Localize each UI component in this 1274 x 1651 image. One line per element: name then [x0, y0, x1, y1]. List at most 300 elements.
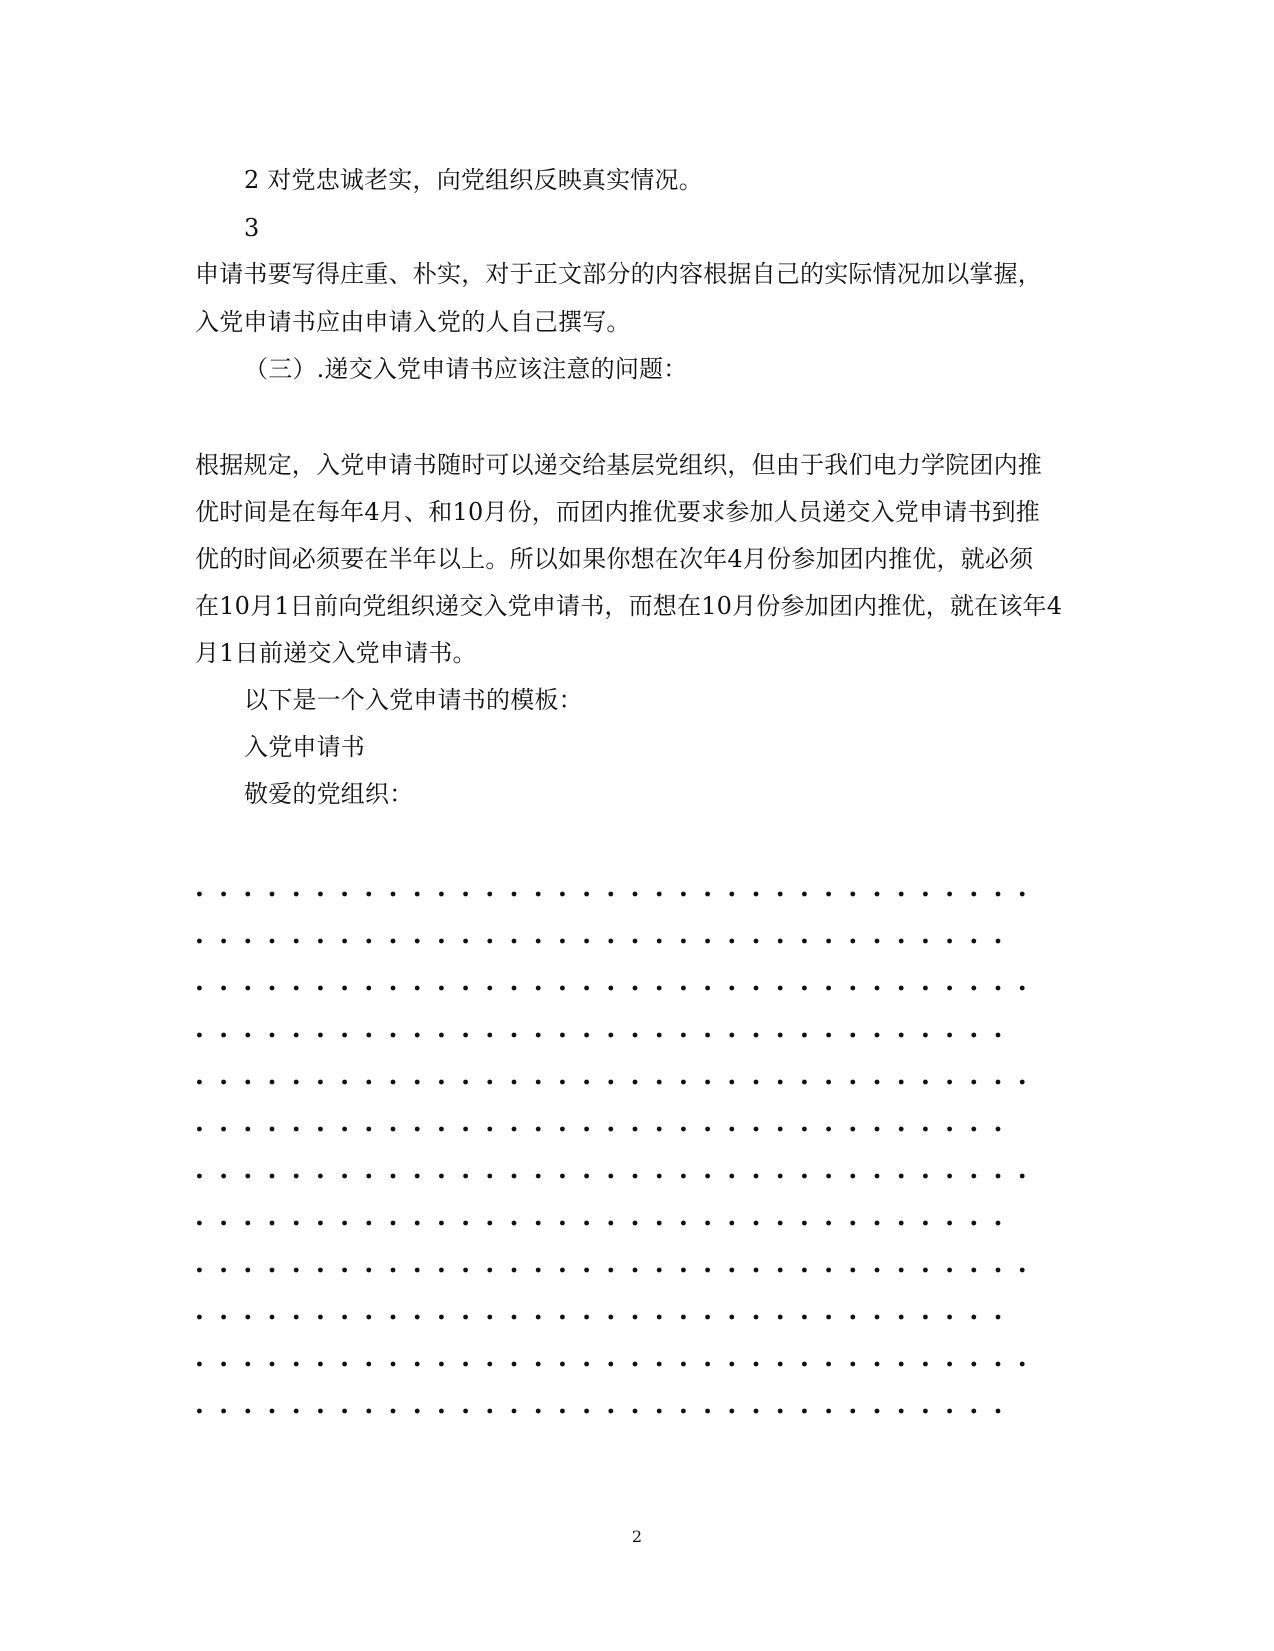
dot-row-svg	[196, 1121, 1002, 1137]
placeholder-dot	[221, 1174, 226, 1179]
placeholder-dot	[391, 1315, 396, 1320]
placeholder-dot	[633, 1315, 638, 1320]
placeholder-dot	[826, 986, 831, 991]
paragraph-rules-line-2: 优时间是在每年4月、和10月份，而团内推优要求参加人员递交入党申请书到推	[195, 498, 1041, 526]
placeholder-dot	[947, 1315, 952, 1320]
placeholder-dot	[584, 1221, 589, 1226]
paragraph-item-number: 3	[244, 214, 260, 242]
placeholder-dot	[778, 1221, 783, 1226]
placeholder-dot	[463, 1174, 468, 1179]
placeholder-dot	[366, 1268, 371, 1273]
placeholder-dot	[270, 1409, 275, 1414]
placeholder-dot	[439, 892, 444, 897]
placeholder-dot	[778, 1174, 783, 1179]
placeholder-dot	[971, 1362, 976, 1367]
placeholder-dot	[608, 892, 613, 897]
placeholder-dot	[512, 1080, 517, 1085]
placeholder-dot	[850, 1362, 855, 1367]
placeholder-dot	[826, 1127, 831, 1132]
placeholder-dot	[657, 1315, 662, 1320]
placeholder-dot	[850, 1127, 855, 1132]
placeholder-dot	[342, 939, 347, 944]
placeholder-dot	[487, 939, 492, 944]
dot-row-svg	[196, 1356, 1026, 1372]
placeholder-dot	[463, 1221, 468, 1226]
placeholder-dot	[366, 1315, 371, 1320]
dot-row-svg	[196, 980, 1026, 996]
placeholder-dot	[899, 1268, 904, 1273]
placeholder-dot	[560, 939, 565, 944]
placeholder-dot	[608, 986, 613, 991]
paragraph-rules-line-3: 优的时间必须要在半年以上。所以如果你想在次年4月份参加团内推优，就必须	[195, 545, 1034, 573]
salutation: 敬爱的党组织：	[244, 780, 414, 808]
placeholder-dot	[439, 1033, 444, 1038]
placeholder-dot	[487, 1174, 492, 1179]
placeholder-dot	[439, 1362, 444, 1367]
dot-row-9	[196, 1262, 1026, 1278]
placeholder-dot	[971, 1127, 976, 1132]
placeholder-dot	[318, 1080, 323, 1085]
placeholder-dot	[923, 1033, 928, 1038]
dot-row-svg	[196, 1074, 1026, 1090]
placeholder-dot	[391, 1268, 396, 1273]
placeholder-dot	[560, 1268, 565, 1273]
placeholder-dot	[826, 1268, 831, 1273]
placeholder-dot	[657, 1409, 662, 1414]
placeholder-dot	[729, 1268, 734, 1273]
placeholder-dot	[923, 1080, 928, 1085]
placeholder-dot	[705, 986, 710, 991]
placeholder-dot	[754, 1362, 759, 1367]
placeholder-dot	[754, 1174, 759, 1179]
placeholder-dot	[391, 1033, 396, 1038]
placeholder-dot	[415, 1080, 420, 1085]
placeholder-dot	[681, 1362, 686, 1367]
placeholder-dot	[778, 986, 783, 991]
placeholder-dot	[850, 1080, 855, 1085]
dot-row-1	[196, 886, 1026, 902]
placeholder-dot	[971, 892, 976, 897]
dot-row-svg	[196, 1309, 1002, 1325]
placeholder-dot	[294, 1174, 299, 1179]
placeholder-dot	[1020, 1362, 1025, 1367]
placeholder-dot	[923, 892, 928, 897]
placeholder-dot	[826, 1221, 831, 1226]
placeholder-dot	[778, 1409, 783, 1414]
placeholder-dot	[899, 1080, 904, 1085]
placeholder-dot	[415, 1315, 420, 1320]
placeholder-dot	[439, 1127, 444, 1132]
placeholder-dot	[270, 1315, 275, 1320]
placeholder-dot	[221, 939, 226, 944]
placeholder-dot	[899, 1362, 904, 1367]
placeholder-dot	[536, 1315, 541, 1320]
placeholder-dot	[681, 892, 686, 897]
placeholder-dot	[850, 1315, 855, 1320]
placeholder-dot	[778, 1268, 783, 1273]
placeholder-dot	[971, 986, 976, 991]
placeholder-dot	[560, 1080, 565, 1085]
placeholder-dot	[318, 892, 323, 897]
placeholder-dot	[1020, 986, 1025, 991]
placeholder-dot	[245, 1362, 250, 1367]
placeholder-dot	[487, 1080, 492, 1085]
placeholder-dot	[729, 1127, 734, 1132]
placeholder-dot	[729, 1080, 734, 1085]
placeholder-dot	[802, 939, 807, 944]
placeholder-dot	[802, 1409, 807, 1414]
placeholder-dot	[463, 986, 468, 991]
placeholder-dot	[318, 1409, 323, 1414]
placeholder-dot	[1020, 1268, 1025, 1273]
placeholder-dot	[245, 1315, 250, 1320]
placeholder-dot	[560, 1221, 565, 1226]
placeholder-dot	[584, 1033, 589, 1038]
placeholder-dot	[633, 1268, 638, 1273]
placeholder-dot	[778, 1315, 783, 1320]
placeholder-dot	[971, 1174, 976, 1179]
placeholder-dot	[754, 1409, 759, 1414]
placeholder-dot	[923, 986, 928, 991]
placeholder-dot	[391, 892, 396, 897]
placeholder-dot	[971, 1409, 976, 1414]
placeholder-dot	[584, 1409, 589, 1414]
placeholder-dot	[270, 986, 275, 991]
placeholder-dot	[899, 1315, 904, 1320]
placeholder-dot	[778, 1362, 783, 1367]
dot-row-8	[196, 1215, 1002, 1231]
placeholder-dot	[826, 1409, 831, 1414]
placeholder-dot	[947, 986, 952, 991]
placeholder-dot	[197, 1362, 202, 1367]
placeholder-dot	[802, 1174, 807, 1179]
placeholder-dot	[899, 1033, 904, 1038]
dot-row-svg	[196, 886, 1026, 902]
placeholder-dot	[463, 1127, 468, 1132]
placeholder-dot	[342, 1268, 347, 1273]
placeholder-dot	[487, 986, 492, 991]
placeholder-dot	[996, 939, 1001, 944]
placeholder-dot	[270, 1033, 275, 1038]
placeholder-dot	[221, 1409, 226, 1414]
placeholder-dot	[560, 1174, 565, 1179]
placeholder-dot	[923, 1409, 928, 1414]
placeholder-dot	[971, 1221, 976, 1226]
placeholder-dot	[560, 1315, 565, 1320]
placeholder-dot	[802, 892, 807, 897]
placeholder-dot	[996, 1127, 1001, 1132]
placeholder-dot	[245, 986, 250, 991]
placeholder-dot	[778, 1127, 783, 1132]
placeholder-dot	[584, 1362, 589, 1367]
placeholder-dot	[657, 986, 662, 991]
placeholder-dot	[778, 939, 783, 944]
placeholder-dot	[729, 939, 734, 944]
placeholder-dot	[923, 939, 928, 944]
dot-row-svg	[196, 1168, 1026, 1184]
placeholder-dot	[584, 1315, 589, 1320]
placeholder-dot	[584, 1127, 589, 1132]
placeholder-dot	[947, 1268, 952, 1273]
placeholder-dot	[705, 1174, 710, 1179]
placeholder-dot	[415, 939, 420, 944]
placeholder-dot	[778, 892, 783, 897]
placeholder-dot	[463, 1409, 468, 1414]
placeholder-dot	[512, 1409, 517, 1414]
placeholder-dot	[584, 892, 589, 897]
placeholder-dot	[633, 1127, 638, 1132]
placeholder-dot	[415, 1221, 420, 1226]
placeholder-dot	[608, 1127, 613, 1132]
placeholder-dot	[705, 1362, 710, 1367]
placeholder-dot	[487, 1127, 492, 1132]
placeholder-dot	[705, 1033, 710, 1038]
placeholder-dot	[197, 1033, 202, 1038]
placeholder-dot	[560, 1127, 565, 1132]
placeholder-dot	[536, 1174, 541, 1179]
placeholder-dot	[826, 1362, 831, 1367]
placeholder-dot	[536, 892, 541, 897]
placeholder-dot	[850, 1221, 855, 1226]
placeholder-dot	[342, 1362, 347, 1367]
page-number: 2	[631, 1527, 643, 1546]
placeholder-dot	[197, 892, 202, 897]
placeholder-dot	[318, 1268, 323, 1273]
placeholder-dot	[197, 1080, 202, 1085]
placeholder-dot	[318, 1174, 323, 1179]
placeholder-dot	[947, 1409, 952, 1414]
placeholder-dot	[681, 1315, 686, 1320]
placeholder-dot	[294, 1221, 299, 1226]
placeholder-dot	[366, 892, 371, 897]
placeholder-dot	[294, 1409, 299, 1414]
placeholder-dot	[245, 1033, 250, 1038]
placeholder-dot	[294, 1362, 299, 1367]
placeholder-dot	[826, 1315, 831, 1320]
placeholder-dot	[754, 1033, 759, 1038]
placeholder-dot	[270, 1362, 275, 1367]
placeholder-dot	[729, 986, 734, 991]
placeholder-dot	[197, 1127, 202, 1132]
placeholder-dot	[487, 1315, 492, 1320]
dot-row-11	[196, 1356, 1026, 1372]
placeholder-dot	[899, 1409, 904, 1414]
placeholder-dot	[971, 1033, 976, 1038]
placeholder-dot	[705, 1268, 710, 1273]
placeholder-dot	[536, 1409, 541, 1414]
placeholder-dot	[657, 1174, 662, 1179]
dot-row-2	[196, 933, 1002, 949]
placeholder-dot	[366, 1409, 371, 1414]
placeholder-dot	[245, 892, 250, 897]
placeholder-dot	[536, 1127, 541, 1132]
placeholder-dot	[657, 939, 662, 944]
placeholder-dot	[802, 1362, 807, 1367]
placeholder-dot	[197, 1315, 202, 1320]
placeholder-dot	[608, 1174, 613, 1179]
placeholder-dot	[415, 1174, 420, 1179]
placeholder-dot	[439, 1409, 444, 1414]
placeholder-dot	[875, 1221, 880, 1226]
placeholder-dot	[705, 939, 710, 944]
placeholder-dot	[681, 1174, 686, 1179]
paragraph-rules-line-1: 根据规定，入党申请书随时可以递交给基层党组织，但由于我们电力学院团内推	[195, 451, 1042, 479]
placeholder-dot	[463, 892, 468, 897]
placeholder-dot	[754, 1080, 759, 1085]
placeholder-dot	[391, 1127, 396, 1132]
placeholder-dot	[270, 892, 275, 897]
placeholder-dot	[633, 939, 638, 944]
placeholder-dot	[754, 1268, 759, 1273]
placeholder-dot	[657, 1268, 662, 1273]
placeholder-dot	[463, 939, 468, 944]
placeholder-dot	[754, 939, 759, 944]
placeholder-dot	[996, 1315, 1001, 1320]
placeholder-dot	[729, 1174, 734, 1179]
placeholder-dot	[754, 1315, 759, 1320]
placeholder-dot	[391, 986, 396, 991]
placeholder-dot	[899, 1221, 904, 1226]
placeholder-dot	[875, 1409, 880, 1414]
placeholder-dot	[633, 1221, 638, 1226]
dot-row-3	[196, 980, 1026, 996]
placeholder-dot	[947, 1221, 952, 1226]
placeholder-dot	[608, 1409, 613, 1414]
placeholder-dot	[608, 1362, 613, 1367]
placeholder-dot	[875, 1268, 880, 1273]
placeholder-dot	[463, 1033, 468, 1038]
placeholder-dot	[342, 1174, 347, 1179]
placeholder-dot	[318, 939, 323, 944]
placeholder-dot	[415, 1268, 420, 1273]
dot-row-svg	[196, 1262, 1026, 1278]
placeholder-dot	[681, 939, 686, 944]
placeholder-dot	[681, 986, 686, 991]
placeholder-dot	[391, 1409, 396, 1414]
placeholder-dot	[366, 1127, 371, 1132]
placeholder-dot	[245, 1268, 250, 1273]
dot-row-svg	[196, 1403, 1002, 1419]
placeholder-dot	[850, 1174, 855, 1179]
placeholder-dot	[221, 1362, 226, 1367]
placeholder-dot	[221, 1221, 226, 1226]
placeholder-dot	[729, 1033, 734, 1038]
placeholder-dot	[947, 1127, 952, 1132]
placeholder-dot	[778, 1033, 783, 1038]
placeholder-dot	[512, 939, 517, 944]
placeholder-dot	[366, 1080, 371, 1085]
paragraph-rules-line-5: 月1日前递交入党申请书。	[195, 639, 477, 667]
placeholder-dot	[681, 1080, 686, 1085]
placeholder-dot	[245, 1174, 250, 1179]
placeholder-dot	[729, 1362, 734, 1367]
placeholder-dot	[270, 1268, 275, 1273]
placeholder-dot	[487, 1033, 492, 1038]
placeholder-dot	[705, 1409, 710, 1414]
placeholder-dot	[996, 1174, 1001, 1179]
placeholder-dot	[826, 1174, 831, 1179]
placeholder-dot	[512, 1221, 517, 1226]
placeholder-dot	[608, 1221, 613, 1226]
placeholder-dot	[657, 1362, 662, 1367]
dot-row-6	[196, 1121, 1002, 1137]
placeholder-dot	[536, 1033, 541, 1038]
placeholder-dot	[536, 939, 541, 944]
placeholder-dot	[802, 1221, 807, 1226]
placeholder-dot	[415, 986, 420, 991]
placeholder-dot	[512, 986, 517, 991]
placeholder-dot	[536, 1221, 541, 1226]
placeholder-dot	[342, 986, 347, 991]
placeholder-dot	[608, 939, 613, 944]
placeholder-dot	[439, 939, 444, 944]
placeholder-dot	[657, 1221, 662, 1226]
placeholder-dot	[560, 986, 565, 991]
placeholder-dot	[850, 892, 855, 897]
placeholder-dot	[221, 1127, 226, 1132]
placeholder-dot	[729, 1221, 734, 1226]
placeholder-dot	[802, 1315, 807, 1320]
placeholder-dot	[318, 1362, 323, 1367]
placeholder-dot	[584, 986, 589, 991]
placeholder-dot	[875, 1127, 880, 1132]
template-intro: 以下是一个入党申请书的模板：	[244, 686, 583, 714]
placeholder-dot	[294, 1033, 299, 1038]
placeholder-dot	[536, 1362, 541, 1367]
placeholder-dot	[560, 1362, 565, 1367]
placeholder-dot	[996, 1080, 1001, 1085]
placeholder-dot	[294, 1080, 299, 1085]
placeholder-dot	[681, 1409, 686, 1414]
placeholder-dot	[560, 1409, 565, 1414]
dot-row-4	[196, 1027, 1002, 1043]
placeholder-dot	[294, 986, 299, 991]
placeholder-dot	[342, 1315, 347, 1320]
placeholder-dot	[294, 1127, 299, 1132]
placeholder-dot	[560, 1033, 565, 1038]
placeholder-dot	[1020, 1080, 1025, 1085]
placeholder-dot	[487, 1268, 492, 1273]
placeholder-dot	[221, 1315, 226, 1320]
placeholder-dot	[536, 1080, 541, 1085]
placeholder-dot	[391, 1174, 396, 1179]
placeholder-dot	[947, 1174, 952, 1179]
placeholder-dot	[923, 1127, 928, 1132]
placeholder-dot	[875, 1033, 880, 1038]
placeholder-dot	[512, 892, 517, 897]
placeholder-dot	[366, 986, 371, 991]
placeholder-dot	[584, 1080, 589, 1085]
placeholder-dot	[294, 1315, 299, 1320]
dot-row-svg	[196, 1027, 1002, 1043]
paragraph-loyalty: 2 对党忠诚老实，向党组织反映真实情况。	[244, 166, 703, 194]
placeholder-dot	[754, 986, 759, 991]
placeholder-dot	[415, 1409, 420, 1414]
placeholder-dot	[802, 1127, 807, 1132]
placeholder-dot	[996, 986, 1001, 991]
placeholder-dot	[391, 1080, 396, 1085]
placeholder-dot	[875, 986, 880, 991]
placeholder-dot	[729, 892, 734, 897]
placeholder-dot	[681, 1033, 686, 1038]
placeholder-dot	[802, 986, 807, 991]
placeholder-dot	[923, 1221, 928, 1226]
placeholder-dot	[270, 939, 275, 944]
placeholder-dot	[294, 1268, 299, 1273]
placeholder-dot	[366, 1362, 371, 1367]
placeholder-dot	[512, 1315, 517, 1320]
placeholder-dot	[391, 1221, 396, 1226]
